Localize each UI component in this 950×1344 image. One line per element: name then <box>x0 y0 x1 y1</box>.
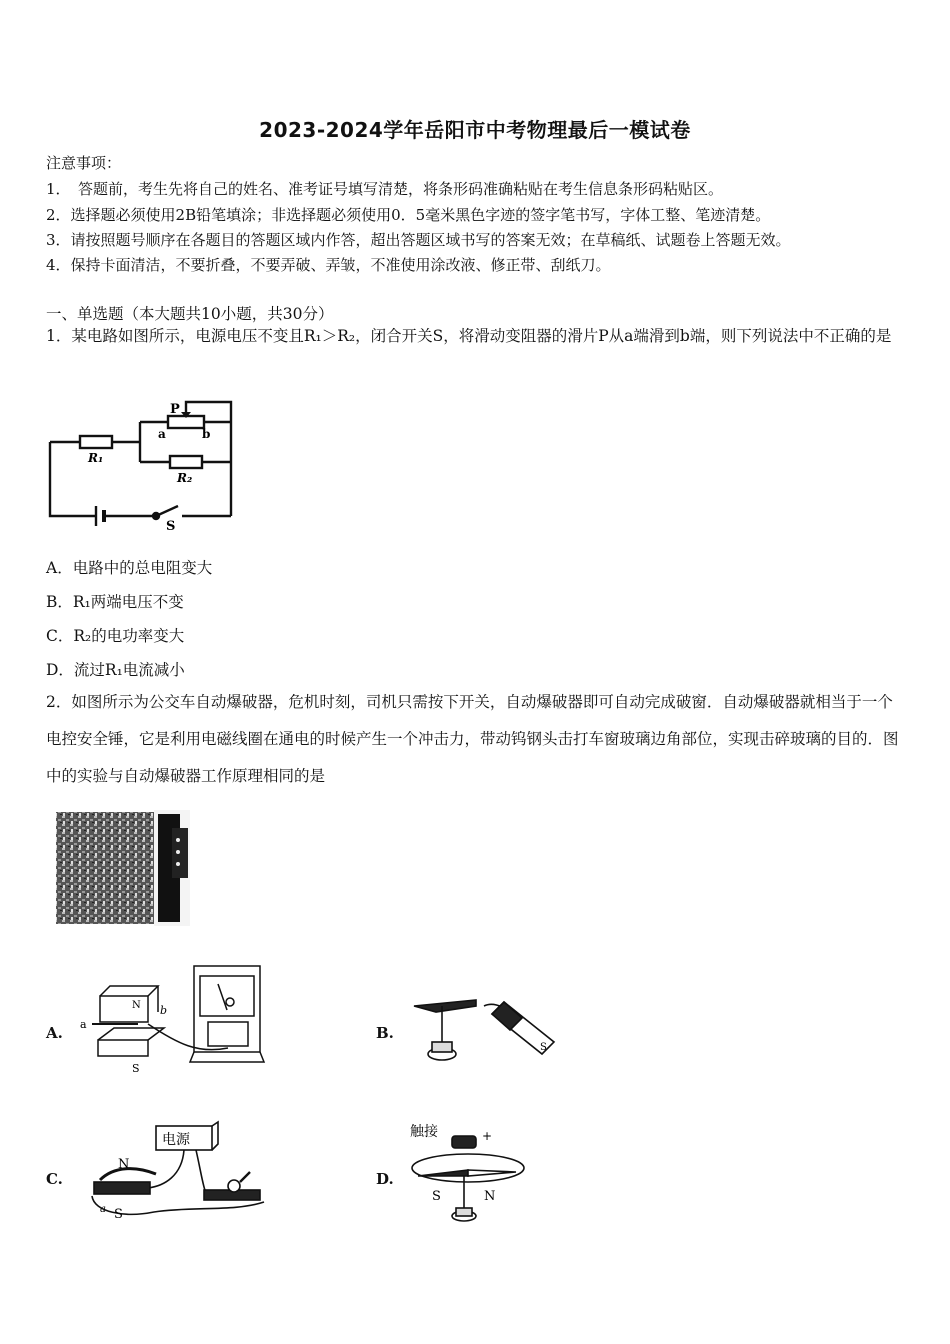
circuit-diagram <box>44 398 239 533</box>
label-s: S <box>114 1207 123 1222</box>
label-plus: + <box>482 1129 493 1143</box>
option-d: D．流过R₁电流减小 <box>46 661 185 679</box>
notice-item: 1． 答题前，考生先将自己的姓名、准考证号填写清楚，将条形码准确粘贴在考生信息条形码粘贴区。 <box>46 180 724 198</box>
label-a: a <box>80 1018 87 1031</box>
label-s: S <box>540 1042 547 1053</box>
label-n: N <box>118 1157 130 1172</box>
label-b: b <box>160 1004 168 1017</box>
option-c: C．R₂的电功率变大 <box>46 627 185 645</box>
label-a: a <box>158 427 166 441</box>
notice-heading: 注意事项： <box>46 154 122 172</box>
label-power: 电源 <box>162 1132 190 1148</box>
label-touch: 触接 <box>410 1124 438 1140</box>
figure-a-induction <box>78 962 268 1074</box>
question-1-text: 1．某电路如图所示，电源电压不变且R₁＞R₂，闭合开关S，将滑动变阻器的滑片P从a端滑到b端，则下列说法中不正确的是 <box>46 327 892 345</box>
question-2-text: 2．如图所示为公交车自动爆破器，危机时刻，司机只需按下开关，自动爆破器即可自动完成破窗．自动爆破器就相当于一个电控安全锤，它是利用电磁线圈在通电的时候产生一个冲击力，带动钨钢头击打车窗玻璃边角部位，实现击碎玻璃的目的．图中的实验与自动爆破器工作原理相同的是 <box>46 693 899 785</box>
option-b: B．R₁两端电压不变 <box>46 593 184 611</box>
figure-c-motor <box>84 1116 274 1228</box>
option-a: A．电路中的总电阻变大 <box>46 559 213 577</box>
label-r1: R₁ <box>88 451 104 465</box>
option-d-letter: D. <box>376 1170 394 1188</box>
label-s: S <box>166 519 176 533</box>
label-b: b <box>202 427 211 441</box>
page-title: 2023-2024学年岳阳市中考物理最后一模试卷 <box>259 118 691 142</box>
option-c-letter: C. <box>46 1170 63 1188</box>
figure-b-compass-magnet <box>406 992 566 1072</box>
notice-item: 3．请按照题号顺序在各题目的答题区域内作答，超出答题区域书写的答案无效；在草稿纸、试题卷上答题无效。 <box>46 231 791 249</box>
section-heading: 一、单选题（本大题共10小题，共30分） <box>46 305 334 323</box>
label-n: N <box>132 1000 141 1011</box>
label-s: S <box>132 1062 140 1074</box>
label-n: N <box>484 1189 496 1204</box>
notice-item: 4．保持卡面清洁，不要折叠，不要弄破、弄皱，不准使用涂改液、修正带、刮纸刀。 <box>46 256 611 274</box>
option-b-letter: B. <box>376 1024 394 1042</box>
label-p: P <box>170 402 180 417</box>
label-r2: R₂ <box>177 471 193 485</box>
label-a: a <box>100 1204 106 1215</box>
label-s: S <box>432 1189 441 1204</box>
breaker-photo <box>54 808 204 928</box>
option-a-letter: A. <box>46 1024 63 1042</box>
notice-item: 2．选择题必须使用2B铅笔填涂；非选择题必须使用0．5毫米黑色字迹的签字笔书写，字体工整、笔迹清楚。 <box>46 206 771 224</box>
figure-d-oersted <box>404 1116 534 1230</box>
